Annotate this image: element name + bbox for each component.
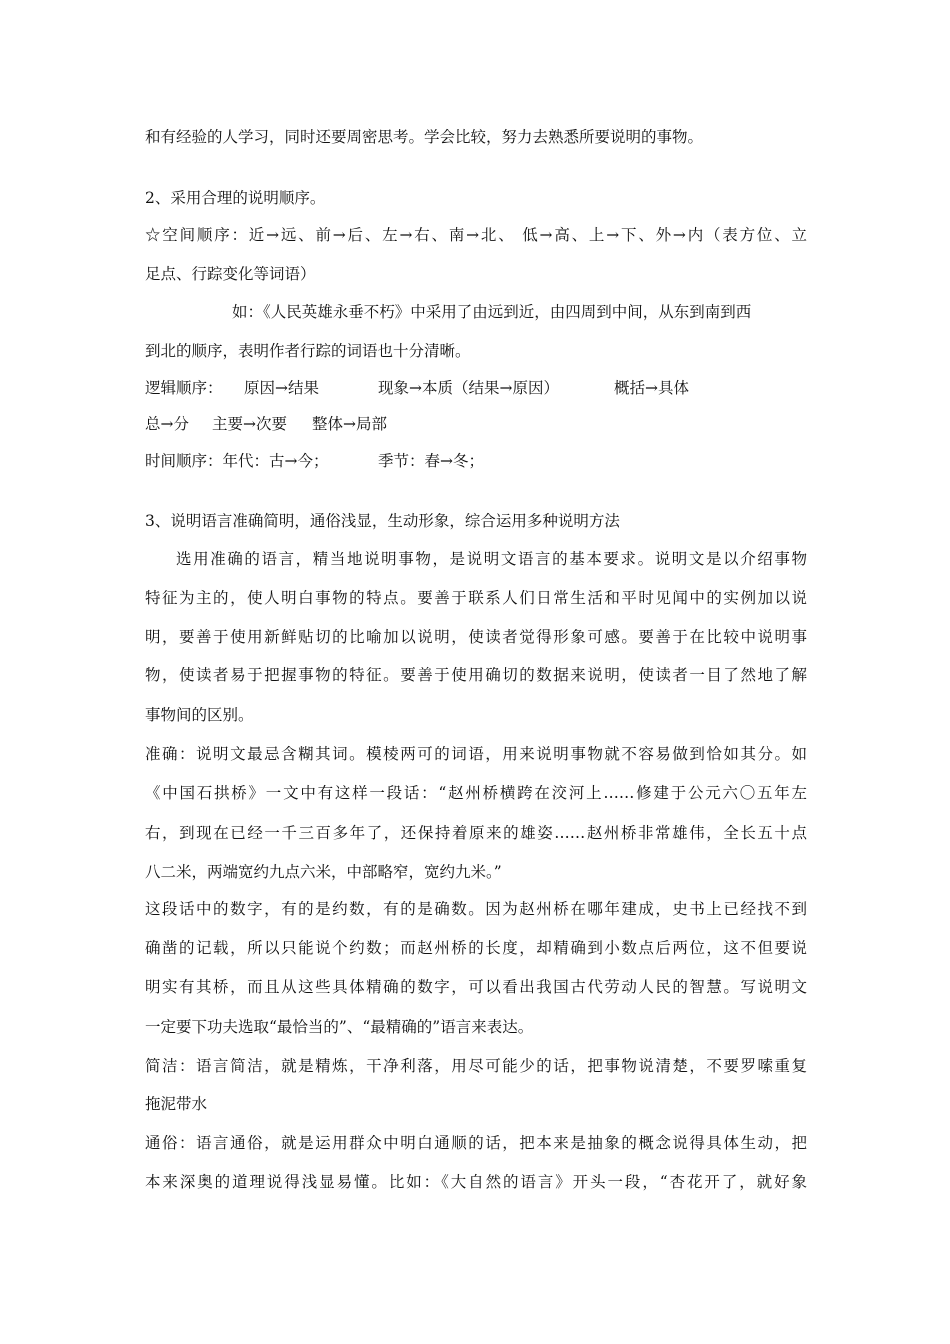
time-order-item: 季节：春→冬； [378, 452, 484, 470]
logical-order-item: 整体→局部 [312, 415, 387, 433]
time-order-line: 时间顺序：年代：古→今； [145, 452, 329, 470]
text-line: 和有经验的人学习，同时还要周密思考。学会比较，努力去熟悉所要说明的事物。 [145, 128, 704, 146]
text-line: ☆空间顺序：近→远、前→后、左→右、南→北、 低→高、上→下、外→内（表方位、立 [145, 226, 807, 244]
logical-order-item: 原因→结果 [244, 379, 319, 397]
example-line: 如：《人民英雄永垂不朽》中采用了由远到近，由四周到中间，从东到南到西 [232, 303, 752, 321]
paragraph-line: 事物间的区别。 [145, 706, 254, 724]
text-line: 到北的顺序，表明作者行踪的词语也十分清晰。 [145, 342, 471, 360]
logical-order-item: 总→分 [145, 415, 189, 433]
paragraph-line: 右，到现在已经一千三百多年了，还保持着原来的雄姿……赵州桥非常雄伟，全长五十点 [145, 824, 807, 842]
paragraph-line: 拖泥带水 [145, 1095, 208, 1113]
paragraph-line: 八二米，两端宽约九点六米，中部略窄，宽约九米。” [145, 863, 502, 881]
logical-order-item: 主要→次要 [212, 415, 287, 433]
text-line: 足点、行踪变化等词语） [145, 265, 316, 283]
logical-order-item: 现象→本质（结果→原因） [378, 379, 559, 397]
paragraph-line: 物，使读者易于把握事物的特征。要善于使用确切的数据来说明，使读者一目了然地了解 [145, 666, 807, 684]
section-heading-2: 2、采用合理的说明顺序。 [145, 189, 326, 207]
paragraph-line: 这段话中的数字，有的是约数，有的是确数。因为赵州桥在哪年建成，史书上已经找不到 [145, 900, 807, 918]
paragraph-line: 本来深奥的道理说得浅显易懂。比如：《大自然的语言》开头一段，“杏花开了，就好象 [145, 1173, 807, 1191]
paragraph-line: 明，要善于使用新鲜贴切的比喻加以说明，使读者觉得形象可感。要善于在比较中说明事 [145, 628, 807, 646]
logical-order-label: 逻辑顺序： [145, 379, 223, 397]
logical-order-item: 概括→具体 [614, 379, 689, 397]
section-heading-3: 3、说明语言准确简明，通俗浅显，生动形象，综合运用多种说明方法 [145, 512, 620, 530]
paragraph-line: 选用准确的语言，精当地说明事物，是说明文语言的基本要求。说明文是以介绍事物 [176, 550, 807, 568]
paragraph-line: 《中国石拱桥》一文中有这样一段话：“赵州桥横跨在洨河上……修建于公元六〇五年左 [145, 784, 807, 802]
paragraph-line: 明实有其桥，而且从这些具体精确的数字，可以看出我国古代劳动人民的智慧。写说明文 [145, 978, 807, 996]
paragraph-line: 一定要下功夫选取“最恰当的”、“最精确的”语言来表达。 [145, 1018, 534, 1036]
paragraph-line: 特征为主的，使人明白事物的特点。要善于联系人们日常生活和平时见闻中的实例加以说 [145, 589, 807, 607]
paragraph-line: 简洁：语言简洁，就是精炼，干净利落，用尽可能少的话，把事物说清楚，不要罗嗦重复 [145, 1057, 807, 1075]
paragraph-line: 准确：说明文最忌含糊其词。模棱两可的词语，用来说明事物就不容易做到恰如其分。如 [145, 745, 807, 763]
paragraph-line: 通俗：语言通俗，就是运用群众中明白通顺的话，把本来是抽象的概念说得具体生动，把 [145, 1134, 807, 1152]
paragraph-line: 确凿的记载，所以只能说个约数；而赵州桥的长度，却精确到小数点后两位，这不但要说 [145, 939, 807, 957]
